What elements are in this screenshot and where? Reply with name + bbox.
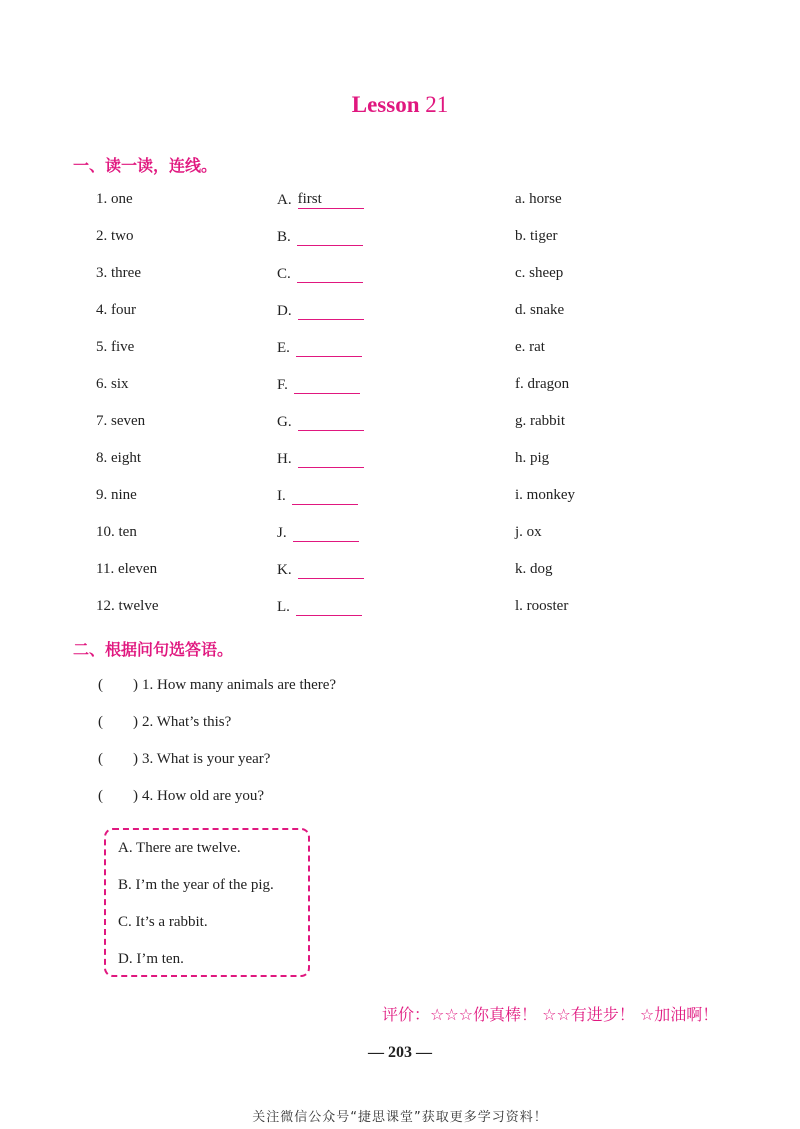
table-row [0,487,800,511]
animal-item: b. tiger [515,228,558,244]
ordinal-item [277,487,358,505]
ordinal-item [277,413,364,431]
page-number: — 203 — [368,1044,432,1061]
animal-item: h. pig [515,450,550,466]
number-word: 7. seven [96,413,146,429]
ordinal-letter: C. [277,266,291,282]
ordinal-letter: J. [277,525,287,541]
ordinal-letter: F. [277,377,288,393]
table-row [0,376,800,400]
page-title [0,92,800,118]
answer-blank[interactable] [294,376,360,394]
ordinal-letter: E. [277,340,290,356]
question-item [98,784,264,805]
animal-item: k. dog [515,561,553,577]
question-text: 1. How many animals are there? [142,677,337,693]
table-row [0,191,800,215]
ordinal-letter: H. [277,451,292,467]
ordinal-item [277,191,364,209]
answer-paren[interactable]: ( ) [98,788,138,804]
answer-blank[interactable] [296,598,362,616]
animal-item: f. dragon [515,376,570,392]
answer-blank[interactable] [298,450,364,468]
section2-heading: 二、根据问句选答语。 [73,640,234,659]
ordinal-letter: B. [277,229,291,245]
number-word: 9. nine [96,487,137,503]
animal-item: d. snake [515,302,565,318]
answer-options-box [104,828,310,977]
option-item: B. I’m the year of the pig. [118,877,274,893]
option-item: C. It’s a rabbit. [118,914,208,930]
ordinal-letter: G. [277,414,292,430]
answer-blank[interactable]: first [298,191,364,209]
table-row [0,302,800,326]
number-word: 5. five [96,339,135,355]
animal-item: c. sheep [515,265,564,281]
table-row [0,524,800,548]
ordinal-letter: K. [277,562,292,578]
ordinal-letter: D. [277,303,292,319]
answer-blank[interactable] [292,487,358,505]
ordinal-item [277,524,359,542]
ordinal-item [277,302,364,320]
animal-item: l. rooster [515,598,569,614]
animal-item: j. ox [515,524,542,540]
number-word: 8. eight [96,450,141,466]
animal-item: g. rabbit [515,413,565,429]
ordinal-letter: A. [277,192,292,208]
animal-item: i. monkey [515,487,575,503]
animal-item: e. rat [515,339,545,355]
ordinal-item [277,339,362,357]
answer-paren[interactable]: ( ) [98,714,138,730]
number-word: 11. eleven [96,561,158,577]
answer-paren[interactable]: ( ) [98,751,138,767]
ordinal-item [277,228,363,246]
evaluation-line: 评价：☆☆☆你真棒！ ☆☆有进步！ ☆加油啊！ [382,1005,719,1024]
answer-blank[interactable] [296,339,362,357]
number-word: 1. one [96,191,133,207]
number-word: 4. four [96,302,136,318]
table-row [0,598,800,622]
section1-heading: 一、读一读，连线。 [73,156,218,175]
animal-item: a. horse [515,191,562,207]
answer-blank[interactable] [298,561,364,579]
footer-note: 关注微信公众号“捷思课堂”获取更多学习资料！ [252,1110,548,1125]
table-row [0,450,800,474]
answer-blank[interactable] [297,265,363,283]
ordinal-item [277,265,363,283]
ordinal-letter: L. [277,599,290,615]
question-text: 2. What’s this? [142,714,232,730]
number-word: 12. twelve [96,598,159,614]
number-word: 6. six [96,376,129,392]
question-item [98,673,336,694]
number-word: 10. ten [96,524,137,540]
ordinal-item [277,598,362,616]
question-text: 3. What is your year? [142,751,271,767]
ordinal-item [277,376,360,394]
ordinal-item [277,561,364,579]
number-word: 3. three [96,265,141,281]
question-item [98,710,231,731]
ordinal-item [277,450,364,468]
table-row [0,339,800,363]
title-number: 21 [425,92,449,117]
title-word: Lesson [351,92,420,117]
answer-paren[interactable]: ( ) [98,677,138,693]
question-item [98,747,270,768]
option-item: A. There are twelve. [118,840,241,856]
ordinal-letter: I. [277,488,286,504]
option-item: D. I’m ten. [118,951,184,967]
answer-blank[interactable] [297,228,363,246]
answer-blank[interactable] [298,413,364,431]
table-row [0,265,800,289]
question-text: 4. How old are you? [142,788,265,804]
number-word: 2. two [96,228,134,244]
answer-blank[interactable] [298,302,364,320]
table-row [0,413,800,437]
table-row [0,561,800,585]
table-row [0,228,800,252]
answer-blank[interactable] [293,524,359,542]
